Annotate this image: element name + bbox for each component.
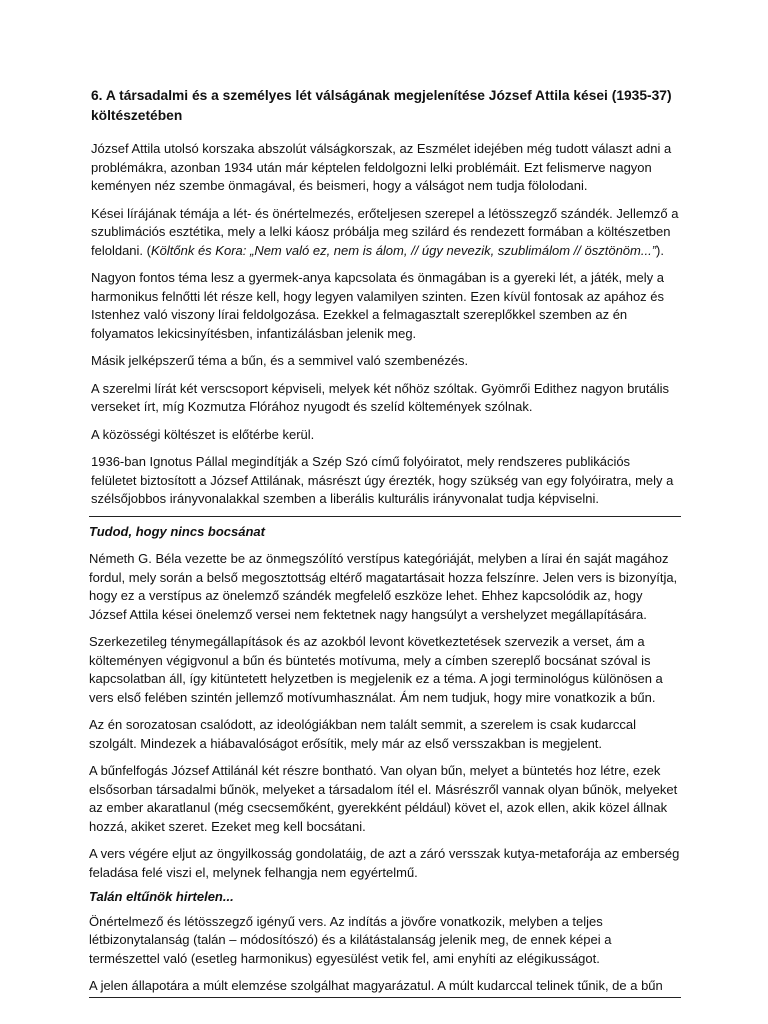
quote-text: : „Nem való ez, nem is álom, // úgy nevezik, szublimálom // ösztönöm...”: [242, 242, 657, 258]
quote-suffix: ).: [656, 242, 664, 258]
intro-paragraph-7: 1936-ban Ignotus Pállal megindítják a Szép Szó című folyóiratot, mely rendszeres publikációs felületet biztosított a József Attilának, másrészt úgy érezték, hogy szükség van egy folyóiratra, mely a szélsőjobbos irányvonalakkal szemben a liberális kulturális irányvonalat tudja képviselni.: [91, 454, 674, 506]
intro-paragraph-2-text: Kései lírájának témája a lét- és önértelmezés, erőteljesen szerepel a létösszegző szándék. Jellemző a szublimációs esztétika, mely a lelki káosz próbálja meg szilárd és rendezett formában a költészetben feloldani. (: [91, 205, 679, 258]
section2-heading: Talán eltűnök hirtelen...: [89, 889, 234, 904]
section1-heading: Tudod, hogy nincs bocsánat: [89, 523, 265, 539]
intro-paragraph-1: József Attila utolsó korszaka abszolút válságkorszak, az Eszmélet idejében még tudott választ adni a problémákra, azonban 1934 után már képtelen feldolgozni lelki problémáit. Ezt felismerve nagyon keményen néz szembe önmagával, és beismeri, hogy a válságot nem tudja fölolodani.: [91, 141, 672, 193]
document-title: 6. A társadalmi és a személyes lét válságának megjelenítése József Attila kései (1935-37) költészetében: [91, 88, 672, 123]
intro-paragraph-6: A közösségi költészet is előtérbe kerül.: [91, 426, 315, 442]
intro-paragraph-4: Másik jelképszerű téma a bűn, és a semmivel való szembenézés.: [91, 353, 469, 368]
document-page: [91, 86, 679, 998]
intro-paragraph-3: Nagyon fontos téma lesz a gyermek-anya kapcsolata és önmagában is a gyereki lét, a játék, mely a harmonikus felnőtti lét része kell, hogy legyen valamilyen szinten. Ezen kívül fontosak az apához és Istenhez való viszony lírai feldolgozása. Ezekkel a felmagasztalt szereplőkkel szemben az én folyamatos lekicsinyítésben, infantizálásban jelenik meg.: [91, 270, 665, 341]
intro-paragraph-5: A szerelmi lírát két verscsoport képviseli, melyek két nőhöz szóltak. Gyömrői Edithez nagyon brutális verseket írt, míg Kozmutza Flórához nyugodt és szelíd költemények szólnak.: [91, 380, 670, 414]
section1-paragraph-2: Szerkezetileg ténymegállapítások és az azokból levont következtetések szervezik a verset, ám a költeményen végigvonul a bűn és büntetés motívuma, mely a címben szereplő bocsánat szóval is kapcsolatban áll, így kitüntetett helyzetben is megjelenik ez a téma. A jogi terminológus különösen a vers első felében szintén jellemző motívumhasználat. Ám nem tudjuk, hogy mire vonatkozik a bűn.: [89, 634, 663, 705]
section2-paragraph-2: A jelen állapotára a múlt elemzése szolgálhat magyarázatul. A múlt kudarccal telinek tűnik, de a bűn: [89, 977, 681, 998]
section1-paragraph-3: Az én sorozatosan csalódott, az ideológiákban nem talált semmit, a szerelem is csak kudarccal szolgált. Mindezek a hiábavalóságot erősítik, mely már az első versszakban is megjelent.: [89, 717, 636, 751]
section1-paragraph-1: Németh G. Béla vezette be az önmegszólító verstípus kategóriáját, melyben a lírai én saját magához fordul, mely során a belső megosztottság eltérő magatartásait hozza felszínre. Jelen vers is bizonyítja, hogy ez a verstípus az önelemző szándék megfelelő eszköze lehet. Ehhez kapcsolódik az, hogy József Attila kései önelemző versei nem fektetnek nagy hangsúlyt a vershelyzet megállapítására.: [89, 551, 678, 622]
intro-paragraph-2: [91, 205, 679, 261]
section1-paragraph-4: A bűnfelfogás József Attilánál két részre bontható. Van olyan bűn, melyet a büntetés hoz létre, ezek elsősorban társadalmi bűnök, melyeket a társadalom ítél el. Másrészről vannak olyan bűnök, melyeket az ember akaratlanul (még csecsemőként, gyerekként például) követ el, azok ellen, akik közel állnak hozzá, akiket szeret. Ezeket meg kell bocsátani.: [89, 763, 678, 834]
section-divider: [89, 516, 681, 998]
section1-paragraph-5: A vers végére eljut az öngyilkosság gondolatáig, de azt a záró versszak kutya-metaforája az emberség feladása felé viszi el, melynek felhangja nem egyértelmű.: [89, 846, 680, 880]
section2-paragraph-1: Önértelmező és létösszegző igényű vers. Az indítás a jövőre vonatkozik, melyben a teljes létbizonytalanság (talán – módosítószó) és a kilátástalanság jelenik meg, de ennek képei a természettel való (esetleg harmonikus) egyesülést vetik fel, ami enyhíti az elégikusságot.: [89, 913, 612, 966]
quote-source: Költőnk és Kora: [150, 242, 243, 258]
